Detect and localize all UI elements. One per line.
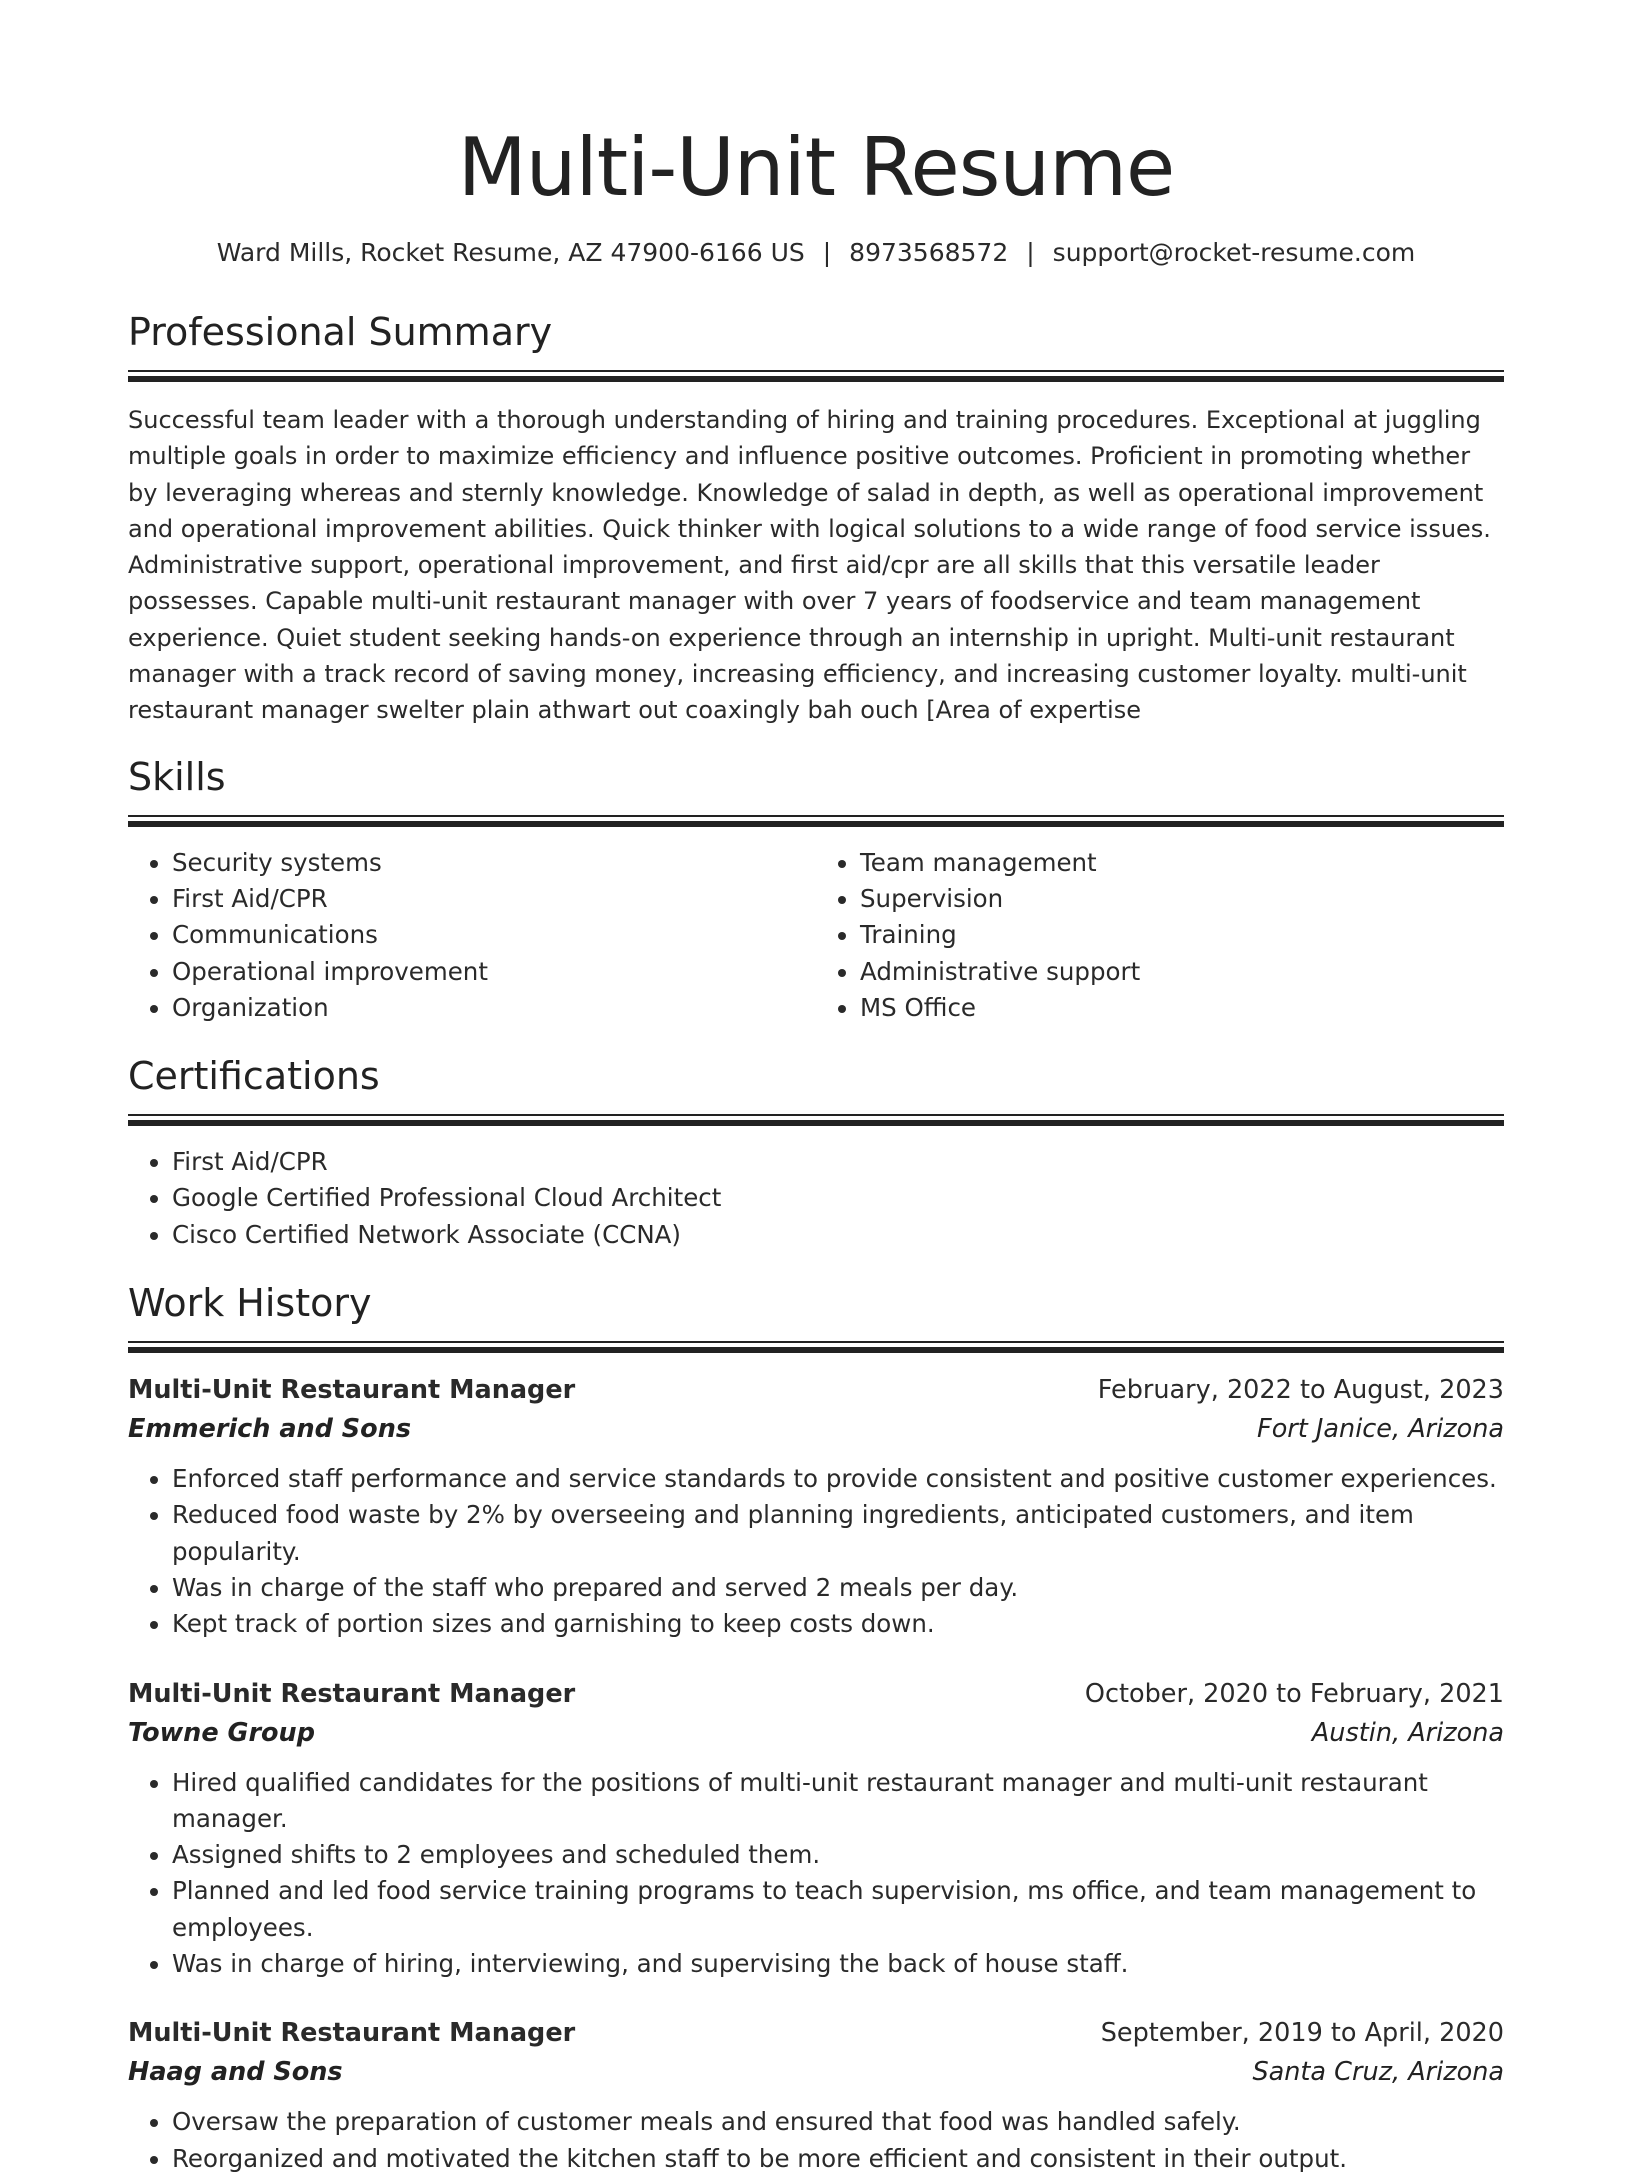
skill-item: • Training <box>860 917 1504 953</box>
certification-item: • First Aid/CPR <box>172 1144 1504 1180</box>
job-subheader <box>128 1409 1504 1449</box>
skills-columns <box>128 845 1504 1026</box>
job-bullet: • Was in charge of the staff who prepared and served 2 meals per day. <box>172 1570 1504 1606</box>
contact-address: Ward Mills, Rocket Resume, AZ 47900-6166 US <box>216 238 805 267</box>
job-bullet: • Reduced food waste by 2% by overseeing and planning ingredients, anticipated customers, and item popularity. <box>172 1497 1504 1570</box>
job-company: Towne Group <box>128 1717 315 1748</box>
section-heading-work-history: Work History <box>128 1281 372 1326</box>
certifications-list <box>128 1144 1504 1253</box>
work-history-section <box>128 1277 1504 2177</box>
skill-item: • Operational improvement <box>172 954 816 990</box>
skill-item: • Security systems <box>172 845 816 881</box>
job-bullets <box>128 1765 1504 1983</box>
job-location: Austin, Arizona <box>1311 1717 1504 1748</box>
skill-item: • First Aid/CPR <box>172 881 816 917</box>
job-company: Emmerich and Sons <box>128 1414 412 1445</box>
job-location: Fort Janice, Arizona <box>1257 1414 1504 1445</box>
job-subheader <box>128 1713 1504 1753</box>
skills-section <box>128 751 1504 1026</box>
job-location: Santa Cruz, Arizona <box>1252 2057 1504 2088</box>
job-entry <box>128 2014 1504 2177</box>
job-header <box>128 1371 1504 1409</box>
job-header <box>128 2014 1504 2052</box>
job-bullet: • Reorganized and motivated the kitchen staff to be more efficient and consistent in their output. <box>172 2141 1504 2177</box>
skills-list-right <box>816 845 1504 1026</box>
summary-section <box>128 306 1504 729</box>
section-divider <box>128 370 1504 382</box>
job-bullets <box>128 1461 1504 1642</box>
job-role: Multi-Unit Restaurant Manager <box>128 1375 576 1406</box>
section-heading-skills: Skills <box>128 754 226 799</box>
job-role: Multi-Unit Restaurant Manager <box>128 2018 576 2049</box>
skill-item: • MS Office <box>860 990 1504 1026</box>
job-role: Multi-Unit Restaurant Manager <box>128 1678 576 1709</box>
certification-item: • Cisco Certified Network Associate (CCNA) <box>172 1217 1504 1253</box>
job-subheader <box>128 2052 1504 2092</box>
job-company: Haag and Sons <box>128 2057 343 2088</box>
contact-separator: | <box>1026 238 1035 267</box>
job-bullet: • Kept track of portion sizes and garnishing to keep costs down. <box>172 1606 1504 1642</box>
skill-item: • Organization <box>172 990 816 1026</box>
job-bullet: • Assigned shifts to 2 employees and scheduled them. <box>172 1837 1504 1873</box>
contact-separator: | <box>822 238 832 267</box>
certifications-section <box>128 1050 1504 1253</box>
contact-line <box>128 236 1504 270</box>
job-entry <box>128 1371 1504 1642</box>
section-divider <box>128 815 1504 827</box>
job-bullet: • Enforced staff performance and service standards to provide consistent and positive customer experiences. <box>172 1461 1504 1497</box>
contact-phone[interactable]: 8973568572 <box>849 238 1009 267</box>
section-divider <box>128 1341 1504 1353</box>
skill-item: • Communications <box>172 917 816 953</box>
section-heading-certifications: Certifications <box>128 1054 380 1099</box>
certification-item: • Google Certified Professional Cloud Architect <box>172 1180 1504 1216</box>
skill-item: • Team management <box>860 845 1504 881</box>
resume-page <box>128 0 1504 2177</box>
job-bullet: • Hired qualified candidates for the positions of multi-unit restaurant manager and multi-unit restaurant manager. <box>172 1765 1504 1838</box>
job-dates: September, 2019 to April, 2020 <box>1100 2018 1504 2049</box>
job-entry <box>128 1675 1504 1983</box>
skills-list-left <box>128 845 816 1026</box>
job-bullets <box>128 2104 1504 2177</box>
contact-email[interactable]: support@rocket-resume.com <box>1052 238 1416 267</box>
section-divider <box>128 1114 1504 1126</box>
job-dates: October, 2020 to February, 2021 <box>1084 1678 1504 1709</box>
summary-text: Successful team leader with a thorough understanding of hiring and training procedures. Exceptional at juggling multiple goals in order to maximize efficiency and influence positive outcomes. Proficient in promoting whether by leveraging whereas and sternly knowledge. Knowledge of salad in depth, as well as operational improvement and operational improvement abilities. Quick thinker with logical solutions to a wide range of food service issues. Administrative support, operational improvement, and first aid/cpr are all skills that this versatile leader possesses. Capable multi-unit restaurant manager with over 7 years of foodservice and team management experience. Quiet student seeking hands-on experience through an internship in upright. Multi-unit restaurant manager with a track record of saving money, increasing efficiency, and increasing customer loyalty. multi-unit restaurant manager swelter plain athwart out coaxingly bah ouch [Area of expertise <box>128 406 1491 725</box>
job-header <box>128 1675 1504 1713</box>
skill-item: • Supervision <box>860 881 1504 917</box>
job-bullet: • Was in charge of hiring, interviewing, and supervising the back of house staff. <box>172 1946 1504 1982</box>
skill-item: • Administrative support <box>860 954 1504 990</box>
resume-title: Multi-Unit Resume <box>457 121 1175 214</box>
section-heading-summary: Professional Summary <box>128 310 553 354</box>
job-bullet: • Planned and led food service training programs to teach supervision, ms office, and team management to employees. <box>172 1873 1504 1946</box>
job-dates: February, 2022 to August, 2023 <box>1097 1375 1504 1406</box>
job-bullet: • Oversaw the preparation of customer meals and ensured that food was handled safely. <box>172 2104 1504 2140</box>
